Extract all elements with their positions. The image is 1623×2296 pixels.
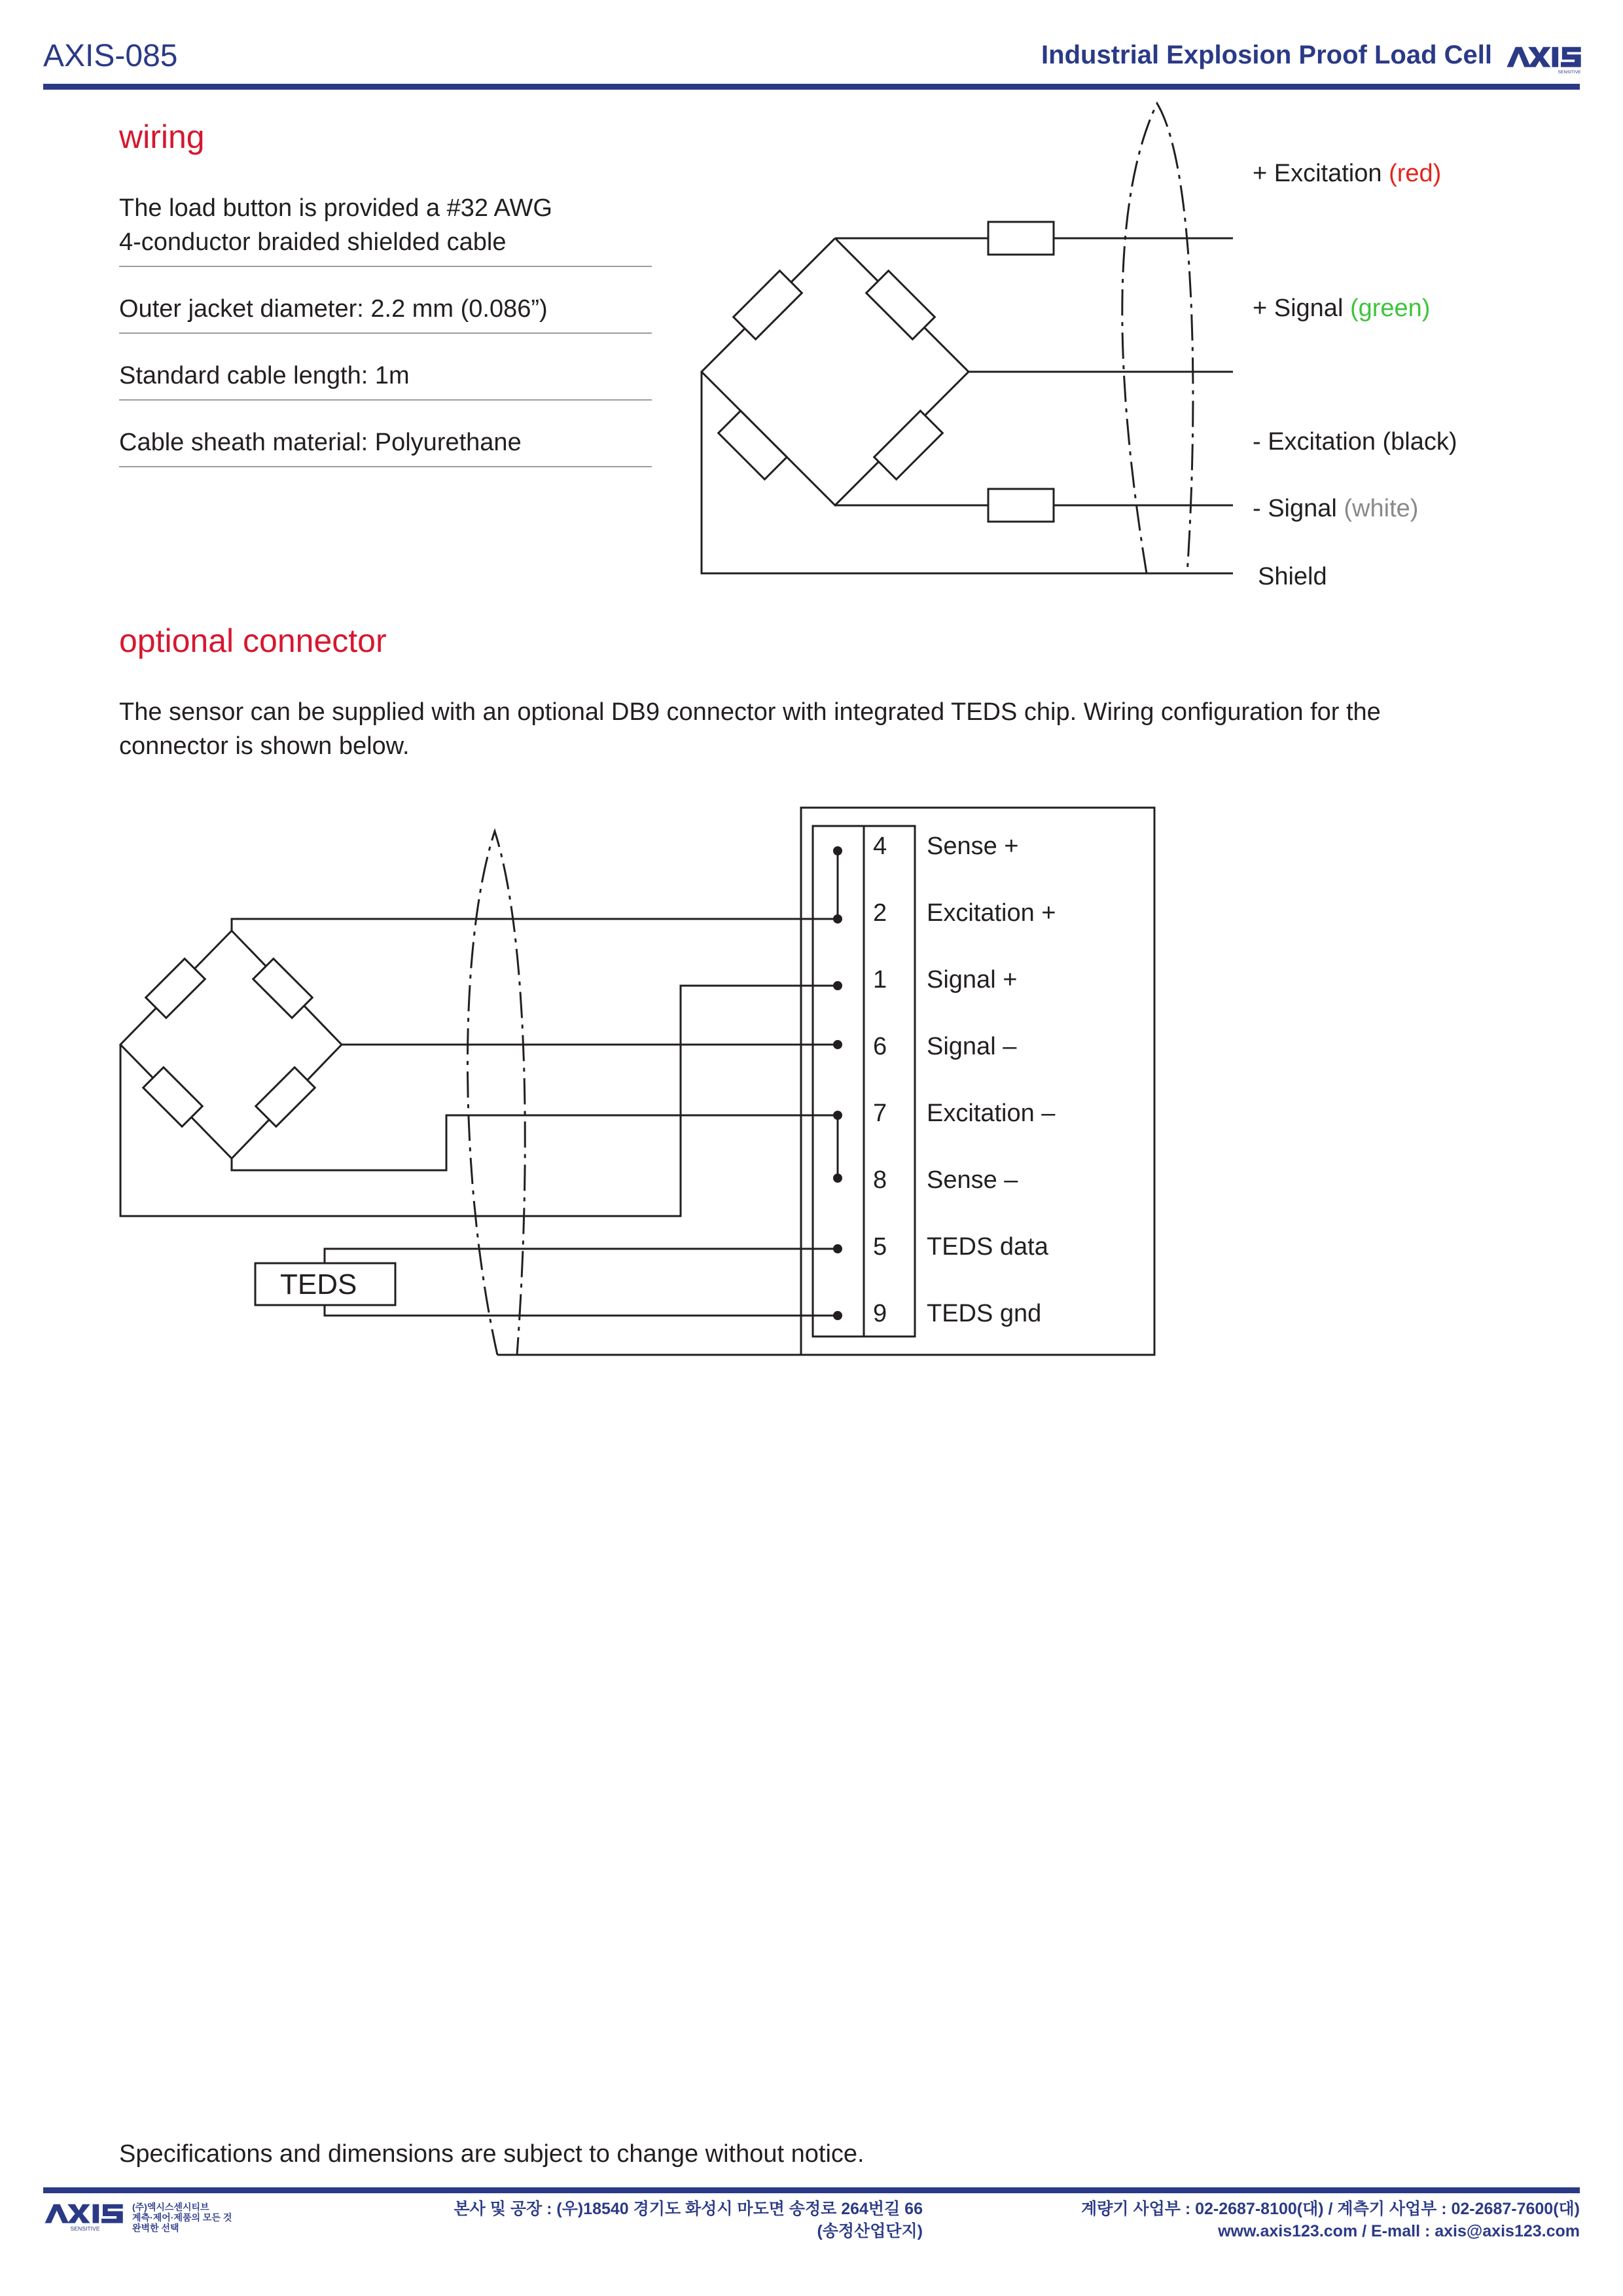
footer-rule bbox=[43, 2187, 1580, 2193]
pin-name: Excitation – bbox=[927, 1100, 1056, 1127]
pin-name: Signal – bbox=[927, 1033, 1017, 1060]
wire-label-sig-minus bbox=[1253, 495, 1418, 523]
wire-color-green: (green) bbox=[1349, 295, 1431, 322]
pin-number: 8 bbox=[873, 1166, 887, 1194]
spec-cable-length: Standard cable length: 1m bbox=[119, 359, 652, 401]
company-slogan: 계측·제어·제품의 모든 것 bbox=[132, 2212, 232, 2223]
teds-chip-label: TEDS bbox=[280, 1268, 357, 1300]
axis-logo-icon bbox=[1505, 43, 1584, 75]
pin-number: 6 bbox=[873, 1033, 887, 1060]
wire-color-red: (red) bbox=[1389, 160, 1442, 187]
spec-outer-diameter: Outer jacket diameter: 2.2 mm (0.086”) bbox=[119, 292, 652, 334]
svg-text:SENSITIVE: SENSITIVE bbox=[1558, 70, 1581, 75]
pin-name: Signal + bbox=[927, 966, 1018, 994]
footer-address bbox=[438, 2198, 923, 2242]
company-name: (주)엑시스센시티브 bbox=[132, 2202, 209, 2212]
spec-cable-type: The load button is provided a #32 AWG 4-conductor braided shielded cable bbox=[119, 191, 652, 267]
contact-phone: 계량기 사업부 : 02-2687-8100(대) / 계측기 사업부 : 02-2687-7600(대) bbox=[1081, 2200, 1580, 2218]
pin-number: 7 bbox=[873, 1100, 887, 1127]
pin-number: 5 bbox=[873, 1233, 887, 1261]
pin-number: 2 bbox=[873, 899, 887, 927]
company-slogan-2: 완벽한 선택 bbox=[132, 2223, 179, 2233]
pin-number: 9 bbox=[873, 1300, 887, 1327]
pin-name: Sense + bbox=[927, 833, 1019, 860]
connector-description: The sensor can be supplied with an optional DB9 connector with integrated TEDS chip. Wiring configuration for the connector is shown below. bbox=[119, 698, 1381, 760]
pin-name: TEDS data bbox=[927, 1233, 1048, 1261]
wiring-heading: wiring bbox=[119, 118, 205, 155]
footer-axis-logo-icon bbox=[43, 2200, 128, 2233]
wire-label-sig-plus bbox=[1253, 295, 1430, 323]
address-line: 본사 및 공장 : (우)18540 경기도 화성시 마도면 송정로 264번길 66 bbox=[454, 2200, 923, 2218]
wire-label-exc-minus: - Excitation (black) bbox=[1253, 428, 1457, 456]
wire-label-shield: Shield bbox=[1258, 563, 1327, 590]
spec-sheath-material: Cable sheath material: Polyurethane bbox=[119, 425, 652, 467]
connector-heading: optional connector bbox=[119, 622, 387, 659]
model-number: AXIS-085 bbox=[43, 39, 178, 73]
svg-text:SENSITIVE: SENSITIVE bbox=[70, 2225, 100, 2233]
footer-company bbox=[132, 2202, 237, 2233]
pin-name: TEDS gnd bbox=[927, 1300, 1042, 1327]
footer-contact bbox=[938, 2198, 1580, 2242]
address-line: (송정산업단지) bbox=[817, 2222, 923, 2240]
pin-name: Excitation + bbox=[927, 899, 1056, 927]
wire-color-white: (white) bbox=[1344, 495, 1419, 522]
pin-number: 1 bbox=[873, 966, 887, 994]
contact-web-email: www.axis123.com / E-mall : axis@axis123.com bbox=[1218, 2222, 1580, 2240]
document-title: Industrial Explosion Proof Load Cell bbox=[1041, 41, 1492, 69]
wire-label-text: - Signal bbox=[1253, 495, 1344, 522]
pin-name: Sense – bbox=[927, 1166, 1018, 1194]
wire-label-text: + Signal bbox=[1253, 295, 1350, 322]
wire-label-exc-plus bbox=[1253, 160, 1441, 188]
wire-label-text: + Excitation bbox=[1253, 160, 1389, 187]
pin-number: 4 bbox=[873, 833, 887, 860]
header-rule bbox=[43, 84, 1580, 90]
change-notice: Specifications and dimensions are subject to change without notice. bbox=[119, 2140, 865, 2168]
